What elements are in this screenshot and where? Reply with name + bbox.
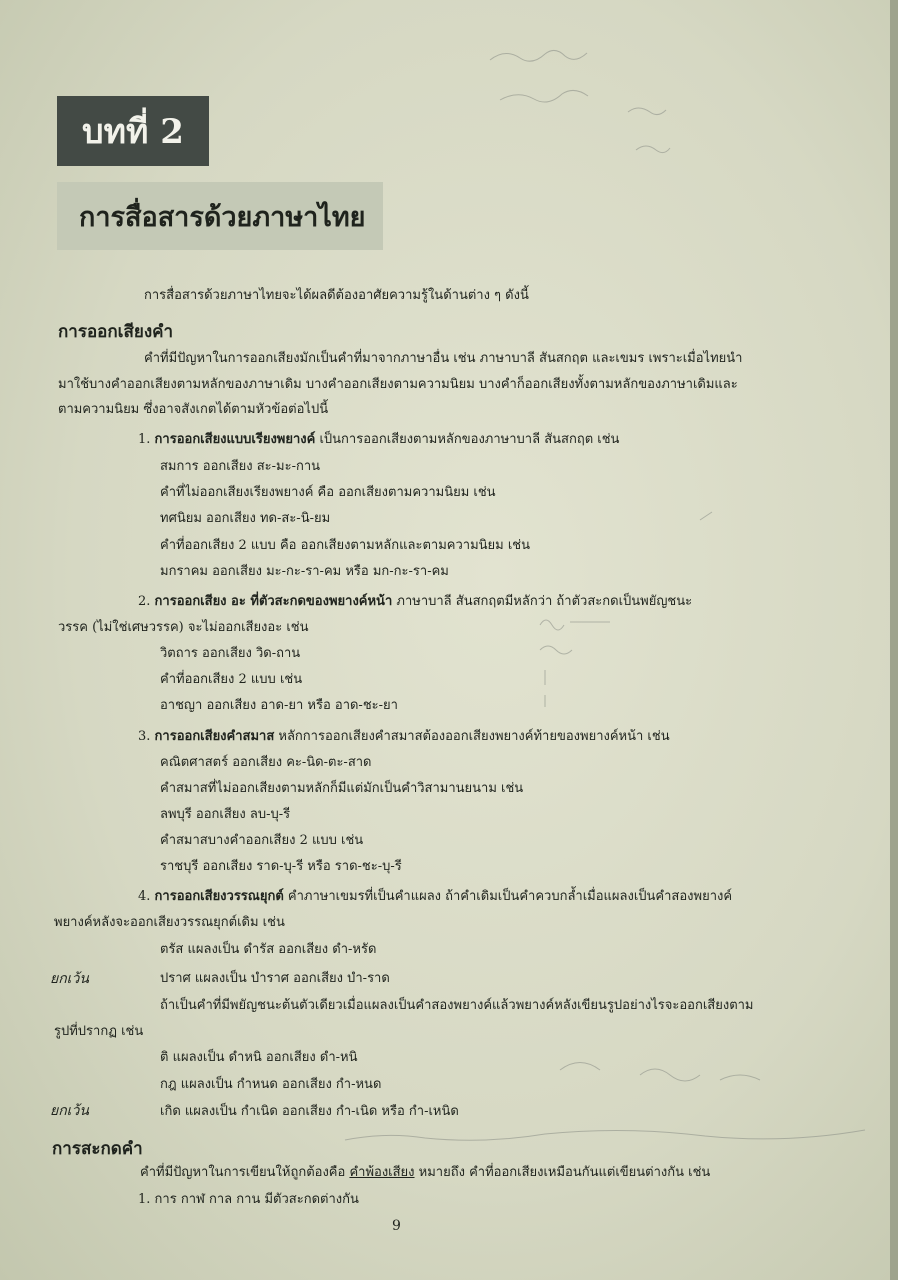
item-title: การออกเสียงวรรณยุกต์ [154,889,284,904]
example-line: คำที่ไม่ออกเสียงเรียงพยางค์ คือ ออกเสียงตามความนิยม เช่น [160,485,496,500]
paragraph-line: ถ้าเป็นคำที่มีพยัญชนะต้นตัวเดียวเมื่อแผลงเป็นคำสองพยางค์แล้วพยางค์หลังเขียนรูปอย่างไรจะออกเสียงตาม [160,998,754,1013]
list-item-1 [138,431,619,449]
chapter-title: การสื่อสารด้วยภาษาไทย [57,182,383,250]
paragraph-text: หมายถึง คำที่ออกเสียงเหมือนกันแต่เขียนต่างกัน เช่น [414,1165,711,1180]
paragraph-line [140,1164,710,1182]
item-title: การออกเสียงคำสมาส [154,729,275,744]
list-item-2 [138,593,692,611]
item-continuation: พยางค์หลังจะออกเสียงวรรณยุกต์เดิม เช่น [54,915,285,930]
page-number: 9 [392,1218,401,1234]
item-continuation: วรรค (ไม่ใช่เศษวรรค) จะไม่ออกเสียงอะ เช่น [58,620,309,635]
example-line: ลพบุรี ออกเสียง ลบ-บุ-รี [160,807,291,822]
example-line: 1. การ กาฬ กาล กาน มีตัวสะกดต่างกัน [138,1192,359,1207]
item-number: 2. [138,594,151,609]
item-title: การออกเสียง อะ ที่ตัวสะกดของพยางค์หน้า [154,594,393,609]
list-item-3 [138,728,670,746]
example-line: วิตถาร ออกเสียง วิด-ถาน [160,646,301,661]
example-line: สมการ ออกเสียง สะ-มะ-กาน [160,459,321,474]
page-edge [890,0,898,1280]
example-line: ติ แผลงเป็น ดำหนิ ออกเสียง ดำ-หนิ [160,1050,358,1065]
example-line: มกราคม ออกเสียง มะ-กะ-รา-คม หรือ มก-กะ-รา-คม [160,564,449,579]
example-line: เกิด แผลงเป็น กำเนิด ออกเสียง กำ-เนิด หรือ กำ-เหนิด [160,1104,459,1119]
list-item-4 [138,888,732,906]
item-text: คำภาษาเขมรที่เป็นคำแผลง ถ้าคำเดิมเป็นคำควบกล้ำเมื่อแผลงเป็นคำสองพยางค์ [283,889,733,904]
paragraph-text: คำที่มีปัญหาในการเขียนให้ถูกต้องคือ [140,1165,350,1180]
item-text: ภาษาบาลี สันสกฤตมีหลักว่า ถ้าตัวสะกดเป็นพยัญชนะ [392,594,693,609]
intro-text: การสื่อสารด้วยภาษาไทยจะได้ผลดีต้องอาศัยความรู้ในด้านต่าง ๆ ดังนี้ [144,288,529,303]
example-line: ปราศ แผลงเป็น บำราศ ออกเสียง บำ-ราด [160,971,390,986]
example-line: ตรัส แผลงเป็น ดำรัส ออกเสียง ดำ-หรัด [160,942,377,957]
example-line: ราชบุรี ออกเสียง ราด-บุ-รี หรือ ราด-ชะ-บุ-รี [160,859,402,874]
item-title: การออกเสียงแบบเรียงพยางค์ [154,432,316,447]
example-line: ทศนิยม ออกเสียง ทด-สะ-นิ-ยม [160,511,331,526]
example-line: กฎ แผลงเป็น กำหนด ออกเสียง กำ-หนด [160,1077,382,1092]
example-line: อาชญา ออกเสียง อาด-ยา หรือ อาด-ชะ-ยา [160,698,398,713]
section-heading-spelling: การสะกดคำ [52,1139,143,1159]
item-text: เป็นการออกเสียงตามหลักของภาษาบาลี สันสกฤต เช่น [315,432,620,447]
example-line: คำสมาสที่ไม่ออกเสียงตามหลักก็มีแต่มักเป็นคำวิสามานยนาม เช่น [160,781,524,796]
example-line: คำที่ออกเสียง 2 แบบ เช่น [160,672,303,687]
example-line: คำสมาสบางคำออกเสียง 2 แบบ เช่น [160,833,364,848]
paragraph-line: รูปที่ปรากฏ เช่น [54,1024,144,1039]
paragraph-line: ตามความนิยม ซึ่งอาจสังเกตได้ตามหัวข้อต่อไปนี้ [58,402,329,417]
item-number: 4. [138,889,151,904]
homophone-term: คำพ้องเสียง [349,1165,415,1180]
example-line: คณิตศาสตร์ ออกเสียง คะ-นิด-ตะ-สาด [160,755,372,770]
example-line: คำที่ออกเสียง 2 แบบ คือ ออกเสียงตามหลักและตามความนิยม เช่น [160,538,530,553]
chapter-label: บทที่ 2 [57,96,209,166]
section-heading-pronunciation: การออกเสียงคำ [58,322,174,342]
paragraph-line: คำที่มีปัญหาในการออกเสียงมักเป็นคำที่มาจากภาษาอื่น เช่น ภาษาบาลี สันสกฤต และเขมร เพราะเมื่อไทยนำ [144,351,743,366]
item-number: 3. [138,729,151,744]
exception-label: ยกเว้น [50,971,89,987]
exception-label: ยกเว้น [50,1103,89,1119]
item-text: หลักการออกเสียงคำสมาสต้องออกเสียงพยางค์ท้ายของพยางค์หน้า เช่น [274,729,670,744]
paragraph-line: มาใช้บางคำออกเสียงตามหลักของภาษาเดิม บางคำออกเสียงตามความนิยม บางคำก็ออกเสียงทั้งตามหลักของภาษาเดิมและ [58,377,738,392]
item-number: 1. [138,432,151,447]
